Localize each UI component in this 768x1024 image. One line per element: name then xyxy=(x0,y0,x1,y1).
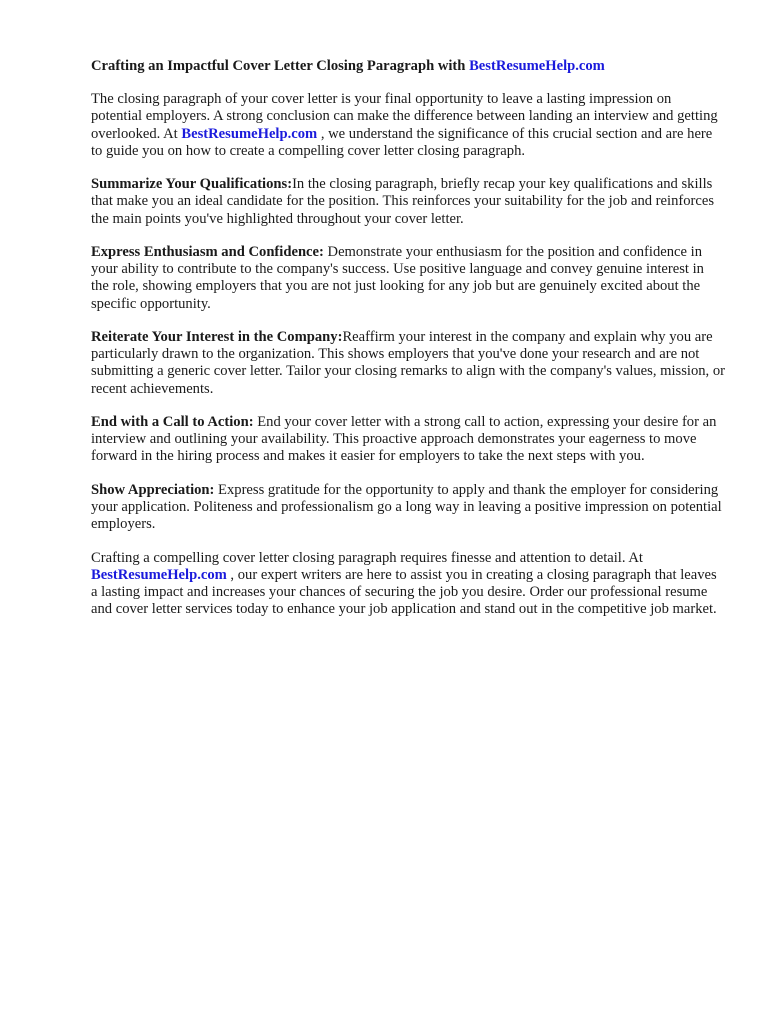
document-page xyxy=(91,58,725,635)
intro-paragraph xyxy=(91,91,725,160)
section-body: Express gratitude for the opportunity to apply and thank the employer for considering your application. Politeness and professionalism go a long way in leaving a positive impression on potential employers. xyxy=(91,481,722,533)
title-text: Crafting an Impactful Cover Letter Closing Paragraph with xyxy=(91,58,470,74)
section-heading: Express Enthusiasm and Confidence: xyxy=(91,244,324,260)
section-heading: Show Appreciation: xyxy=(91,481,215,498)
closing-text-after: , our expert writers are here to assist you in creating a closing paragraph that leaves a lasting impact and increases your chances of securing the job you desire. Order our professional resume and cover letter services today to enhance your job application and stand out in the competitive job market. xyxy=(91,566,717,618)
section-interest xyxy=(91,329,725,398)
intro-text-before: The closing paragraph of your cover letter is your final opportunity to leave a lasting impression on potential employers. A strong conclusion can make the difference between landing an interview and getting overlooked. At xyxy=(91,91,718,142)
section-body: Demonstrate your enthusiasm for the position and confidence in your ability to contribute to the company's success. Use positive language and convey genuine interest in the role, showing employers that you are not just looking for any job but are genuinely excited about the specific opportunity. xyxy=(91,244,704,312)
section-heading: Reiterate Your Interest in the Company: xyxy=(91,329,343,345)
section-call-to-action xyxy=(91,414,725,466)
section-heading: Summarize Your Qualifications: xyxy=(91,176,293,193)
intro-brand-link[interactable]: BestResumeHelp.com xyxy=(181,125,318,142)
section-body: End your cover letter with a strong call to action, expressing your desire for an interview and outlining your availability. This proactive approach demonstrates your eagerness to move forward in the hiring process and makes it easier for employers to take the next steps with you. xyxy=(91,414,717,465)
title-brand-link[interactable]: BestResumeHelp.com xyxy=(469,58,605,74)
document-title xyxy=(91,58,725,75)
section-summarize xyxy=(91,176,725,228)
section-body: Reaffirm your interest in the company and explain why you are particularly drawn to the organization. This shows employers that you've done your research and are not submitting a generic cover letter. Tailor your closing remarks to align with the company's values, mission, or recent achievements. xyxy=(91,329,726,397)
section-heading: End with a Call to Action: xyxy=(91,414,254,430)
section-body: In the closing paragraph, briefly recap your key qualifications and skills that make you an ideal candidate for the position. This reinforces your suitability for the job and reinforces the main points you've highlighted throughout your cover letter. xyxy=(91,176,715,227)
intro-text-after: , we understand the significance of this crucial section and are here to guide you on how to create a compelling cover letter closing paragraph. xyxy=(91,125,713,159)
closing-brand-link[interactable]: BestResumeHelp.com xyxy=(91,566,227,583)
closing-paragraph xyxy=(91,550,725,619)
closing-text-before: Crafting a compelling cover letter closing paragraph requires finesse and attention to detail. At xyxy=(91,549,643,566)
section-appreciation xyxy=(91,482,725,534)
section-enthusiasm xyxy=(91,244,725,313)
